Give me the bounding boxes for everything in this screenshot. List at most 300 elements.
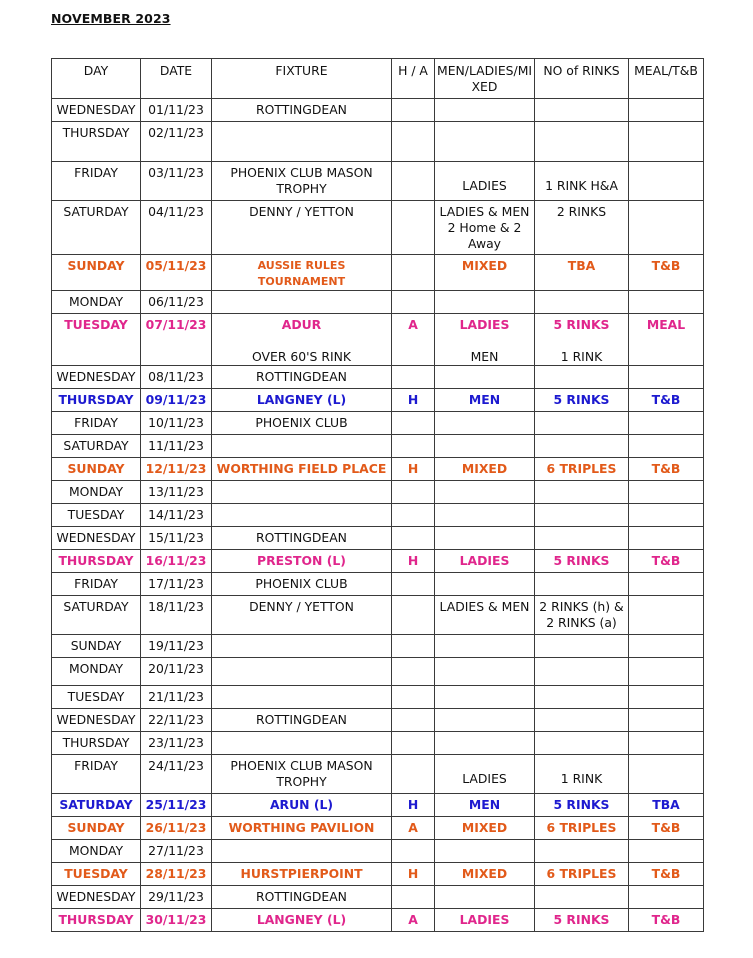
date-cell xyxy=(141,755,212,794)
date-cell-text: 08/11/23 xyxy=(148,369,204,384)
men-ladies-mixed-cell xyxy=(435,658,535,686)
table-row xyxy=(52,732,704,755)
meal-tb-cell-text: TBA xyxy=(652,797,680,812)
day-cell-text: THURSDAY xyxy=(58,553,134,568)
rinks-cell xyxy=(535,527,629,550)
day-cell xyxy=(52,709,141,732)
home-away-cell xyxy=(392,435,435,458)
fixture-cell xyxy=(212,162,392,201)
home-away-cell xyxy=(392,458,435,481)
table-row xyxy=(52,550,704,573)
table-row xyxy=(52,755,704,794)
date-cell-text: 25/11/23 xyxy=(145,797,207,812)
day-cell-text: WEDNESDAY xyxy=(56,889,136,904)
fixture-cell xyxy=(212,658,392,686)
date-cell xyxy=(141,255,212,291)
meal-tb-cell xyxy=(629,732,704,755)
home-away-cell xyxy=(392,709,435,732)
day-cell xyxy=(52,840,141,863)
rinks-cell xyxy=(535,817,629,840)
fixture-cell-text: ROTTINGDEAN xyxy=(256,369,347,384)
day-cell xyxy=(52,817,141,840)
meal-tb-cell xyxy=(629,863,704,886)
rinks-cell-text: TBA xyxy=(567,258,596,273)
table-row xyxy=(52,840,704,863)
date-cell xyxy=(141,122,212,162)
fixture-cell xyxy=(212,291,392,314)
date-cell xyxy=(141,291,212,314)
day-cell-text: MONDAY xyxy=(68,661,124,676)
day-cell xyxy=(52,366,141,389)
table-row xyxy=(52,686,704,709)
day-cell xyxy=(52,596,141,635)
day-cell-text: TUESDAY xyxy=(64,866,128,881)
fixture-cell xyxy=(212,755,392,794)
fixture-cell xyxy=(212,732,392,755)
men-ladies-mixed-cell xyxy=(435,314,535,366)
rinks-cell-sub-text: 1 RINK xyxy=(560,349,603,364)
date-cell xyxy=(141,162,212,201)
home-away-cell-text: H xyxy=(407,866,419,881)
rinks-cell-text: 1 RINK H&A xyxy=(545,178,618,193)
date-cell xyxy=(141,527,212,550)
date-cell-text: 01/11/23 xyxy=(148,102,204,117)
fixture-cell xyxy=(212,389,392,412)
fixture-cell xyxy=(212,573,392,596)
meal-tb-cell xyxy=(629,686,704,709)
fixture-cell-text: ADUR xyxy=(281,317,322,332)
home-away-cell xyxy=(392,573,435,596)
rinks-cell xyxy=(535,635,629,658)
home-away-cell xyxy=(392,840,435,863)
day-cell-text: TUESDAY xyxy=(64,317,128,332)
day-cell-text: SUNDAY xyxy=(67,461,125,476)
date-cell xyxy=(141,909,212,932)
day-cell xyxy=(52,755,141,794)
meal-tb-cell-text: MEAL xyxy=(646,317,686,332)
home-away-cell xyxy=(392,366,435,389)
day-cell-text: FRIDAY xyxy=(74,165,118,180)
men-ladies-mixed-cell xyxy=(435,255,535,291)
header-row xyxy=(52,59,704,99)
fixture-cell xyxy=(212,504,392,527)
rinks-cell-text: 2 RINKS (h) & 2 RINKS (a) xyxy=(539,599,624,630)
day-cell-text: FRIDAY xyxy=(74,758,118,773)
rinks-cell xyxy=(535,291,629,314)
home-away-cell-text: A xyxy=(408,317,418,332)
rinks-cell-text: 1 RINK xyxy=(560,771,603,786)
date-cell xyxy=(141,686,212,709)
meal-tb-cell xyxy=(629,635,704,658)
fixture-cell-text: AUSSIE RULES TOURNAMENT xyxy=(257,259,346,288)
rinks-cell-text: 5 RINKS xyxy=(553,553,610,568)
date-cell-text: 29/11/23 xyxy=(148,889,204,904)
fixture-cell xyxy=(212,909,392,932)
header-date: DATE xyxy=(141,59,212,99)
rinks-cell xyxy=(535,863,629,886)
fixture-cell-text: LANGNEY (L) xyxy=(256,912,347,927)
home-away-cell xyxy=(392,255,435,291)
fixture-cell xyxy=(212,863,392,886)
day-cell-text: SATURDAY xyxy=(63,204,129,219)
meal-tb-cell-text: T&B xyxy=(651,866,681,881)
day-cell xyxy=(52,435,141,458)
men-ladies-mixed-cell-text: MIXED xyxy=(461,820,508,835)
rinks-cell xyxy=(535,550,629,573)
rinks-cell-text: 6 TRIPLES xyxy=(546,866,617,881)
men-ladies-mixed-cell-text: LADIES & MEN xyxy=(439,599,530,614)
date-cell-text: 27/11/23 xyxy=(148,843,204,858)
day-cell xyxy=(52,389,141,412)
meal-tb-cell-text: T&B xyxy=(651,392,681,407)
page-title: NOVEMBER 2023 xyxy=(51,11,171,26)
home-away-cell-text: H xyxy=(407,392,419,407)
meal-tb-cell xyxy=(629,909,704,932)
date-cell xyxy=(141,658,212,686)
fixture-cell-text: WORTHING PAVILION xyxy=(228,820,375,835)
date-cell xyxy=(141,389,212,412)
day-cell xyxy=(52,550,141,573)
fixture-cell-text: WORTHING FIELD PLACE xyxy=(216,461,387,476)
men-ladies-mixed-cell xyxy=(435,435,535,458)
men-ladies-mixed-cell-sub-text: MEN xyxy=(470,349,499,364)
rinks-cell xyxy=(535,435,629,458)
home-away-cell xyxy=(392,658,435,686)
meal-tb-cell xyxy=(629,291,704,314)
men-ladies-mixed-cell xyxy=(435,635,535,658)
men-ladies-mixed-cell xyxy=(435,122,535,162)
meal-tb-cell xyxy=(629,389,704,412)
fixture-cell xyxy=(212,122,392,162)
date-cell xyxy=(141,201,212,255)
table-row xyxy=(52,658,704,686)
table-row xyxy=(52,291,704,314)
home-away-cell-text: H xyxy=(407,461,419,476)
rinks-cell-text: 6 TRIPLES xyxy=(546,820,617,835)
date-cell-text: 11/11/23 xyxy=(148,438,204,453)
day-cell-text: THURSDAY xyxy=(58,912,134,927)
home-away-cell xyxy=(392,817,435,840)
day-cell-text: SUNDAY xyxy=(70,638,122,653)
table-row xyxy=(52,886,704,909)
fixture-cell xyxy=(212,255,392,291)
fixture-cell xyxy=(212,99,392,122)
date-cell-text: 03/11/23 xyxy=(148,165,204,180)
date-cell xyxy=(141,886,212,909)
men-ladies-mixed-cell xyxy=(435,99,535,122)
day-cell xyxy=(52,635,141,658)
table-row xyxy=(52,481,704,504)
date-cell xyxy=(141,817,212,840)
date-cell-text: 28/11/23 xyxy=(145,866,207,881)
day-cell-text: SUNDAY xyxy=(67,820,125,835)
fixture-cell-text: DENNY / YETTON xyxy=(249,599,354,614)
day-cell-text: MONDAY xyxy=(68,484,124,499)
men-ladies-mixed-cell xyxy=(435,412,535,435)
table-row xyxy=(52,863,704,886)
date-cell-text: 21/11/23 xyxy=(148,689,204,704)
fixture-cell xyxy=(212,686,392,709)
men-ladies-mixed-cell-text: LADIES xyxy=(462,178,507,193)
meal-tb-cell xyxy=(629,550,704,573)
day-cell xyxy=(52,794,141,817)
rinks-cell xyxy=(535,909,629,932)
fixture-cell xyxy=(212,458,392,481)
date-cell xyxy=(141,435,212,458)
rinks-cell xyxy=(535,481,629,504)
day-cell-text: WEDNESDAY xyxy=(56,369,136,384)
date-cell xyxy=(141,366,212,389)
day-cell xyxy=(52,527,141,550)
home-away-cell xyxy=(392,886,435,909)
day-cell xyxy=(52,458,141,481)
fixture-cell-text: HURSTPIERPOINT xyxy=(240,866,363,881)
date-cell xyxy=(141,709,212,732)
table-row xyxy=(52,122,704,162)
table-row xyxy=(52,435,704,458)
day-cell-text: WEDNESDAY xyxy=(56,530,136,545)
meal-tb-cell xyxy=(629,794,704,817)
meal-tb-cell-text: T&B xyxy=(651,258,681,273)
home-away-cell xyxy=(392,99,435,122)
fixture-cell xyxy=(212,366,392,389)
men-ladies-mixed-cell-text: LADIES xyxy=(459,317,510,332)
date-cell xyxy=(141,314,212,366)
fixture-cell-text: ROTTINGDEAN xyxy=(256,889,347,904)
meal-tb-cell xyxy=(629,458,704,481)
day-cell-text: TUESDAY xyxy=(67,689,125,704)
home-away-cell xyxy=(392,732,435,755)
home-away-cell-text: H xyxy=(407,797,419,812)
table-row xyxy=(52,527,704,550)
home-away-cell-text: H xyxy=(407,553,419,568)
day-cell xyxy=(52,504,141,527)
day-cell xyxy=(52,658,141,686)
table-row xyxy=(52,99,704,122)
men-ladies-mixed-cell-text: LADIES xyxy=(462,771,507,786)
rinks-cell xyxy=(535,99,629,122)
men-ladies-mixed-cell xyxy=(435,527,535,550)
rinks-cell xyxy=(535,412,629,435)
date-cell-text: 14/11/23 xyxy=(148,507,204,522)
day-cell-text: SUNDAY xyxy=(67,258,125,273)
table-row xyxy=(52,504,704,527)
men-ladies-mixed-cell xyxy=(435,162,535,201)
home-away-cell xyxy=(392,863,435,886)
rinks-cell xyxy=(535,732,629,755)
fixture-cell xyxy=(212,596,392,635)
rinks-cell xyxy=(535,162,629,201)
men-ladies-mixed-cell xyxy=(435,550,535,573)
day-cell xyxy=(52,886,141,909)
date-cell-text: 22/11/23 xyxy=(148,712,204,727)
date-cell-text: 26/11/23 xyxy=(145,820,207,835)
men-ladies-mixed-cell-text: LADIES xyxy=(459,553,510,568)
home-away-cell xyxy=(392,527,435,550)
meal-tb-cell-text: T&B xyxy=(651,820,681,835)
fixture-cell xyxy=(212,527,392,550)
rinks-cell-text: 5 RINKS xyxy=(553,317,610,332)
day-cell-text: MONDAY xyxy=(68,294,124,309)
men-ladies-mixed-cell xyxy=(435,573,535,596)
meal-tb-cell xyxy=(629,596,704,635)
day-cell xyxy=(52,314,141,366)
men-ladies-mixed-cell-text: MIXED xyxy=(461,866,508,881)
table-row xyxy=(52,596,704,635)
rinks-cell-text: 2 RINKS xyxy=(556,204,607,219)
header-fixture: FIXTURE xyxy=(212,59,392,99)
fixture-cell xyxy=(212,840,392,863)
date-cell xyxy=(141,794,212,817)
date-cell-text: 19/11/23 xyxy=(148,638,204,653)
date-cell xyxy=(141,412,212,435)
table-row xyxy=(52,389,704,412)
fixture-cell-sub-text: OVER 60'S RINK xyxy=(251,349,352,364)
date-cell-text: 17/11/23 xyxy=(148,576,204,591)
home-away-cell xyxy=(392,201,435,255)
day-cell-text: SATURDAY xyxy=(63,438,129,453)
day-cell-text: THURSDAY xyxy=(62,735,130,750)
meal-tb-cell-text: T&B xyxy=(651,912,681,927)
rinks-cell xyxy=(535,458,629,481)
meal-tb-cell xyxy=(629,504,704,527)
date-cell-text: 23/11/23 xyxy=(148,735,204,750)
home-away-cell xyxy=(392,389,435,412)
men-ladies-mixed-cell-text: MIXED xyxy=(461,461,508,476)
men-ladies-mixed-cell-text: MEN xyxy=(468,797,501,812)
header-no-of-rinks: NO of RINKS xyxy=(535,59,629,99)
rinks-cell xyxy=(535,755,629,794)
table-row xyxy=(52,635,704,658)
rinks-cell xyxy=(535,201,629,255)
date-cell-text: 12/11/23 xyxy=(145,461,207,476)
meal-tb-cell xyxy=(629,658,704,686)
day-cell-text: FRIDAY xyxy=(74,415,118,430)
meal-tb-cell xyxy=(629,481,704,504)
rinks-cell xyxy=(535,122,629,162)
men-ladies-mixed-cell-text: MIXED xyxy=(461,258,508,273)
fixture-cell xyxy=(212,794,392,817)
date-cell-text: 18/11/23 xyxy=(148,599,204,614)
table-row xyxy=(52,255,704,291)
rinks-cell-text: 5 RINKS xyxy=(553,392,610,407)
rinks-cell xyxy=(535,573,629,596)
meal-tb-cell xyxy=(629,840,704,863)
men-ladies-mixed-cell xyxy=(435,817,535,840)
date-cell-text: 10/11/23 xyxy=(148,415,204,430)
day-cell-text: FRIDAY xyxy=(74,576,118,591)
men-ladies-mixed-cell xyxy=(435,794,535,817)
rinks-cell xyxy=(535,840,629,863)
rinks-cell xyxy=(535,886,629,909)
date-cell-text: 20/11/23 xyxy=(148,661,204,676)
meal-tb-cell xyxy=(629,886,704,909)
table-row xyxy=(52,458,704,481)
men-ladies-mixed-cell xyxy=(435,291,535,314)
fixtures-table xyxy=(51,58,704,932)
home-away-cell xyxy=(392,909,435,932)
day-cell xyxy=(52,732,141,755)
rinks-cell xyxy=(535,314,629,366)
rinks-cell xyxy=(535,658,629,686)
date-cell xyxy=(141,635,212,658)
date-cell-text: 07/11/23 xyxy=(145,317,207,332)
date-cell-text: 13/11/23 xyxy=(148,484,204,499)
fixture-cell-text: ROTTINGDEAN xyxy=(256,102,347,117)
rinks-cell-text: 5 RINKS xyxy=(553,912,610,927)
meal-tb-cell xyxy=(629,201,704,255)
rinks-cell xyxy=(535,255,629,291)
day-cell xyxy=(52,122,141,162)
meal-tb-cell-text: T&B xyxy=(651,553,681,568)
fixture-cell-text: PRESTON (L) xyxy=(257,553,346,568)
meal-tb-cell xyxy=(629,755,704,794)
table-row xyxy=(52,162,704,201)
date-cell-text: 09/11/23 xyxy=(145,392,207,407)
rinks-cell xyxy=(535,504,629,527)
fixture-cell-text: PHOENIX CLUB xyxy=(255,576,348,591)
home-away-cell xyxy=(392,412,435,435)
home-away-cell xyxy=(392,635,435,658)
men-ladies-mixed-cell xyxy=(435,458,535,481)
fixture-cell xyxy=(212,817,392,840)
fixture-cell-text: DENNY / YETTON xyxy=(249,204,354,219)
header-meal-tb: MEAL/T&B xyxy=(629,59,704,99)
date-cell xyxy=(141,458,212,481)
date-cell-text: 24/11/23 xyxy=(148,758,204,773)
header-day: DAY xyxy=(52,59,141,99)
home-away-cell xyxy=(392,314,435,366)
fixture-cell-text: PHOENIX CLUB MASON TROPHY xyxy=(230,758,373,789)
fixture-cell-text: LANGNEY (L) xyxy=(256,392,347,407)
meal-tb-cell xyxy=(629,573,704,596)
date-cell-text: 04/11/23 xyxy=(148,204,204,219)
fixture-cell xyxy=(212,886,392,909)
table-row xyxy=(52,573,704,596)
day-cell-text: TUESDAY xyxy=(67,507,125,522)
fixture-cell xyxy=(212,709,392,732)
fixture-cell xyxy=(212,201,392,255)
date-cell xyxy=(141,481,212,504)
date-cell xyxy=(141,504,212,527)
rinks-cell xyxy=(535,366,629,389)
fixture-cell-text: ROTTINGDEAN xyxy=(256,712,347,727)
fixture-cell-text: PHOENIX CLUB xyxy=(255,415,348,430)
date-cell-text: 02/11/23 xyxy=(148,125,204,140)
date-cell-text: 16/11/23 xyxy=(145,553,207,568)
men-ladies-mixed-cell xyxy=(435,840,535,863)
date-cell-text: 05/11/23 xyxy=(145,258,207,273)
home-away-cell-text: A xyxy=(408,912,418,927)
date-cell-text: 06/11/23 xyxy=(148,294,204,309)
meal-tb-cell-text: T&B xyxy=(651,461,681,476)
men-ladies-mixed-cell-text: MEN xyxy=(468,392,501,407)
home-away-cell xyxy=(392,504,435,527)
day-cell xyxy=(52,162,141,201)
men-ladies-mixed-cell xyxy=(435,686,535,709)
meal-tb-cell xyxy=(629,255,704,291)
home-away-cell xyxy=(392,162,435,201)
meal-tb-cell xyxy=(629,162,704,201)
table-row xyxy=(52,817,704,840)
day-cell-text: WEDNESDAY xyxy=(56,102,136,117)
table-row xyxy=(52,909,704,932)
fixture-cell-text: PHOENIX CLUB MASON TROPHY xyxy=(230,165,373,196)
rinks-cell-text: 5 RINKS xyxy=(553,797,610,812)
men-ladies-mixed-cell xyxy=(435,755,535,794)
fixture-cell xyxy=(212,481,392,504)
date-cell xyxy=(141,573,212,596)
